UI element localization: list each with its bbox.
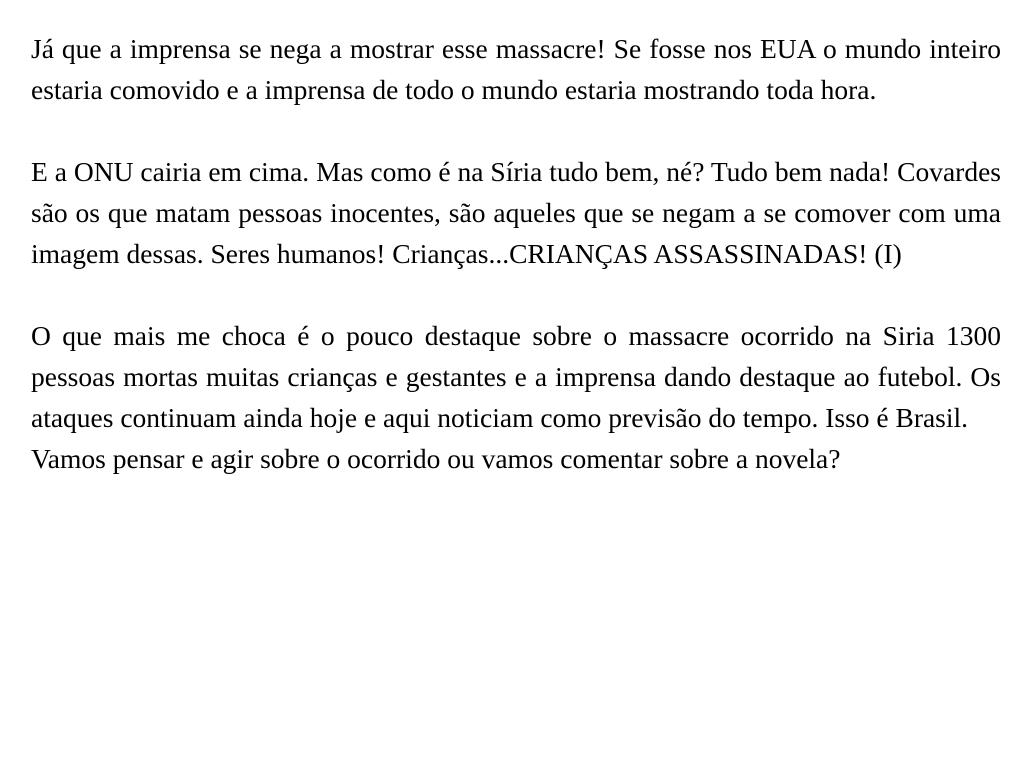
paragraph-4: Vamos pensar e agir sobre o ocorrido ou vamos comentar sobre a novela? (31, 443, 841, 474)
paragraph-spacer (31, 274, 1001, 315)
paragraph-2: E a ONU cairia em cima. Mas como é na Síria tudo bem, né? Tudo bem nada! Covardes são os que matam pessoas inocentes, são aqueles que se negam a se comover com uma imagem dessas. Seres humanos! Crianças...CRIANÇAS ASSASSINADAS! (I) (31, 156, 1001, 269)
paragraph-1: Já que a imprensa se nega a mostrar esse massacre! Se fosse nos EUA o mundo inteiro estaria comovido e a imprensa de todo o mundo estaria mostrando toda hora. (31, 33, 1001, 105)
paragraph-3: O que mais me choca é o pouco destaque sobre o massacre ocorrido na Siria 1300 pessoas mortas muitas crianças e gestantes e a imprensa dando destaque ao futebol. Os ataques continuam ainda hoje e aqui noticiam como previsão do tempo. Isso é Brasil. (31, 320, 1001, 433)
paragraph-spacer (31, 110, 1001, 151)
